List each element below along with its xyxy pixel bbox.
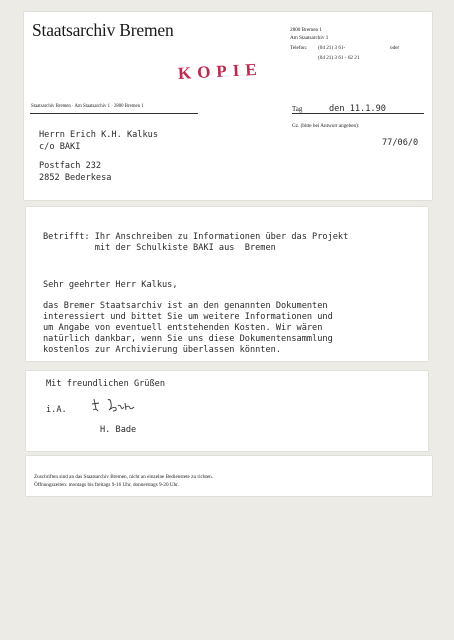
body-line-5: kostenlos zur Archivierung überlassen könnten. [43,345,281,355]
letterhead-strip [24,12,432,200]
org-name: Staatsarchiv Bremen [32,20,174,40]
salutation: Sehr geehrter Herr Kalkus, [43,280,178,290]
phone-number-2: (04 21) 3 61 - 62 21 [318,55,360,61]
sender-rule [30,113,198,114]
signature-icon [90,395,148,415]
footer-line-2: Öffnungszeiten: montags bis freitags 9-16 Uhr, donnerstags 9-20 Uhr. [34,482,179,488]
footer-line-1: Zuschriften sind an das Staatsarchiv Bremen, nicht an einzelne Bedienstete zu richten. [34,474,214,480]
footer-strip [26,456,432,496]
phone-label: Telefon: [290,45,308,51]
closing-greeting: Mit freundlichen Grüßen [46,379,165,389]
kopie-stamp: KOPIE [177,59,264,83]
body-line-2: interessiert und bittet Sie um weitere Informationen und [43,312,333,322]
sender-line: Staatsarchiv Bremen · Am Staatsarchiv 1 · 2800 Bremen 1 [31,104,144,109]
subject-line-2: mit der Schulkiste BAKI aus Bremen [43,243,276,253]
gz-value: 77/06/0 [382,138,419,148]
body-line-4: natürlich dankbar, wenn Sie uns diese Dokumentensammlung [43,334,333,344]
address-line-1: 2800 Bremen 1 [290,27,322,33]
body-line-3: um Angabe von eventuell entstehenden Kosten. Wir wären [43,323,323,333]
phone-number-1: (04 21) 3 61- [318,45,346,51]
closing-ia: i.A. [46,405,67,415]
recipient-line-3: Postfach 232 [39,161,102,171]
recipient-line-2: c/o BAKI [39,142,81,152]
letter-date: den 11.1.90 [329,104,386,114]
recipient-line-4: 2852 Bederkesa [39,173,112,183]
closing-strip [26,371,428,451]
closing-name: H. Bade [100,425,137,435]
address-line-2: Am Staatsarchiv 1 [290,35,329,41]
recipient-line-1: Herrn Erich K.H. Kalkus [39,130,158,140]
body-line-1: das Bremer Staatsarchiv ist an den genannten Dokumenten [43,301,328,311]
phone-or: oder [390,45,400,51]
subject-line-1: Betrifft: Ihr Anschreiben zu Informationen über das Projekt [43,232,349,242]
gz-label: Gz. (bitte bei Antwort angeben): [292,123,360,129]
tag-label: Tag [292,105,303,113]
letter-body-strip [26,207,428,361]
